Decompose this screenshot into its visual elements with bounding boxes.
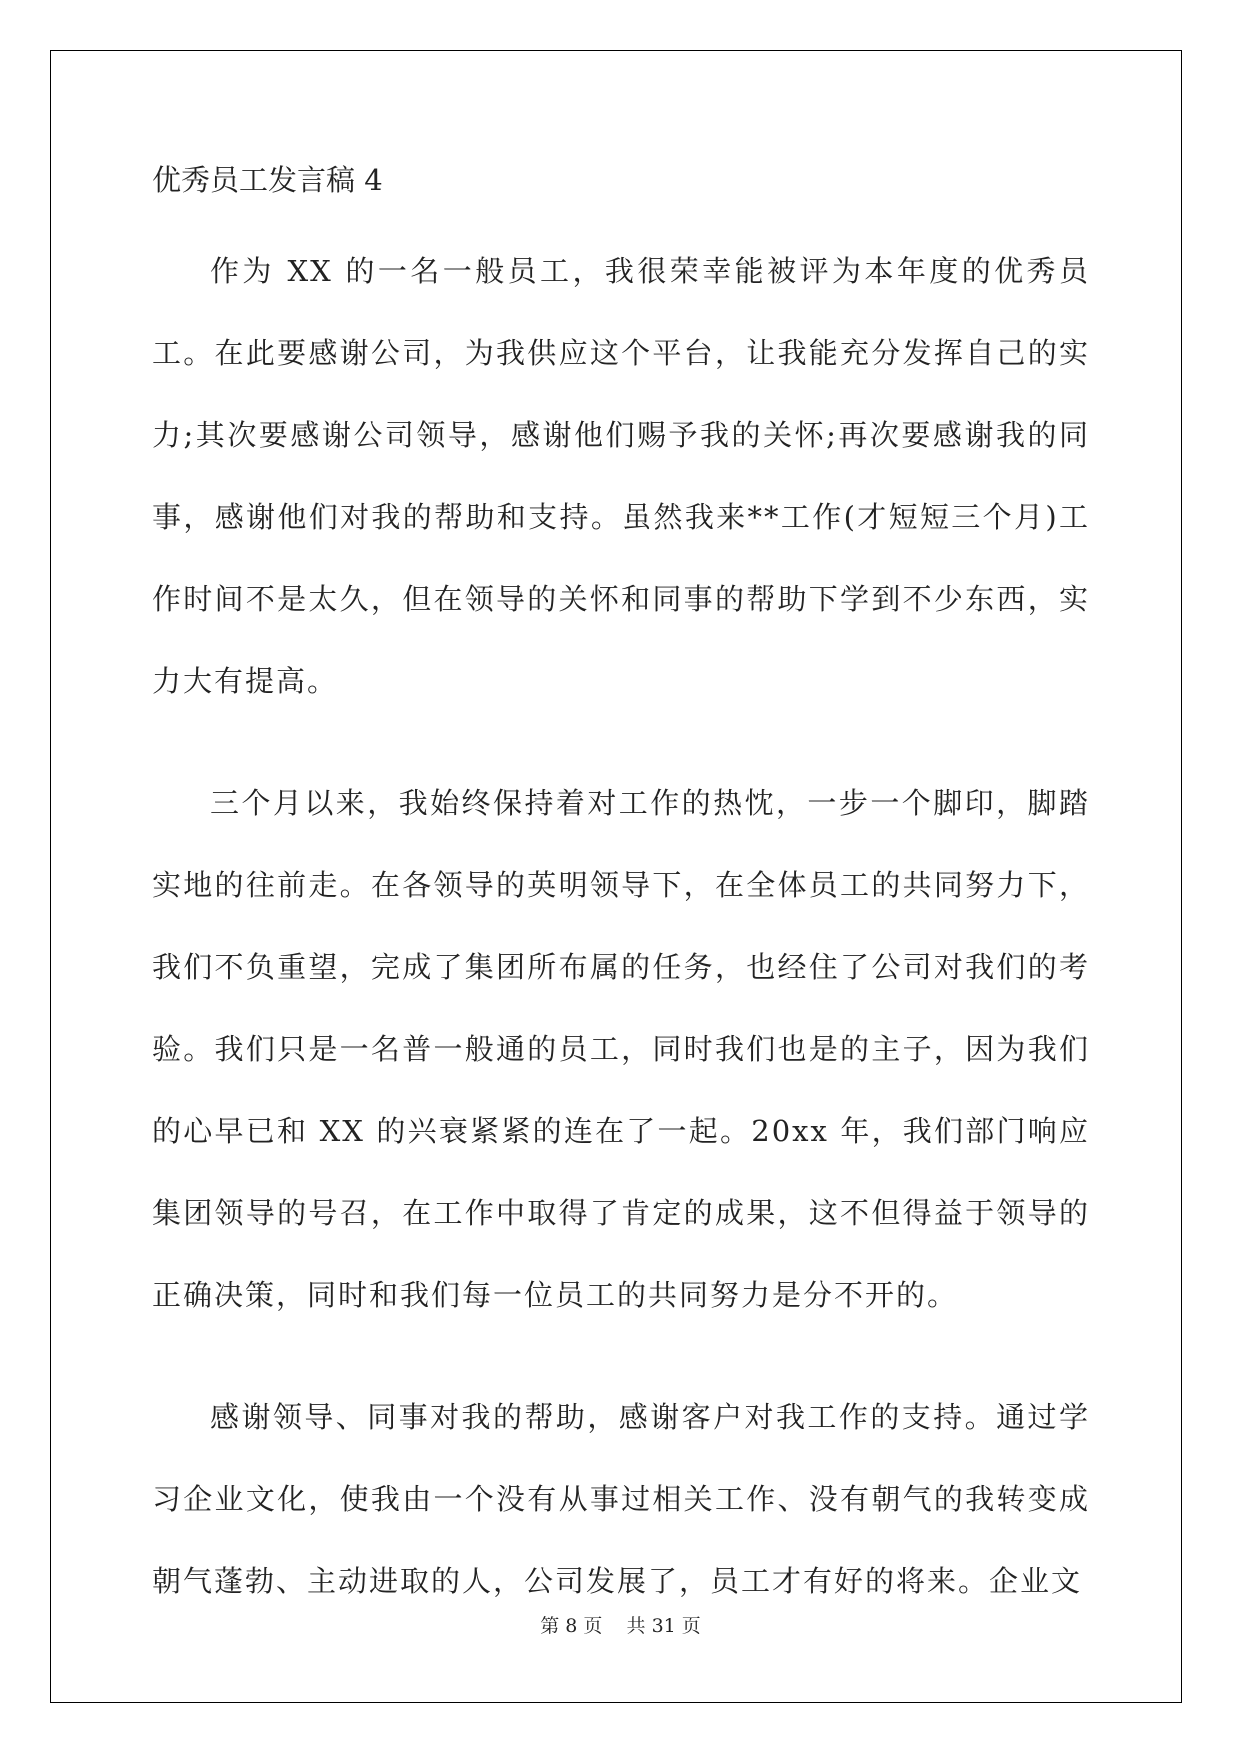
paragraph-3: 感谢领导、同事对我的帮助，感谢客户对我工作的支持。通过学习企业文化，使我由一个没有从事过相关工作、没有朝气的我转变成朝气蓬勃、主动进取的人，公司发展了，员工才有好的将来。企业文: [152, 1400, 1090, 1598]
paragraph-1: 作为 XX 的一名一般员工，我很荣幸能被评为本年度的优秀员工。在此要感谢公司，为我供应这个平台，让我能充分发挥自己的实力;其次要感谢公司领导，感谢他们赐予我的关怀;再次要感谢我的同事，感谢他们对我的帮助和支持。虽然我来**工作(才短短三个月)工作时间不是太久，但在领导的关怀和同事的帮助下学到不少东西，实力大有提高。: [152, 254, 1090, 698]
document-body: [152, 160, 1090, 1622]
paragraph-2: 三个月以来，我始终保持着对工作的热忱，一步一个脚印，脚踏实地的往前走。在各领导的英明领导下，在全体员工的共同努力下，我们不负重望，完成了集团所布属的任务，也经住了公司对我们的考验。我们只是一名普一般通的员工，同时我们也是的主子，因为我们的心早已和 XX 的兴衰紧紧的连在了一起。20xx 年，我们部门响应集团领导的号召，在工作中取得了肯定的成果，这不但得益于领导的正确决策，同时和我们每一位员工的共同努力是分不开的。: [152, 786, 1090, 1312]
page-number-footer: 第 8 页 共 31 页: [540, 1615, 701, 1637]
document-title: 优秀员工发言稿 4: [152, 163, 383, 197]
